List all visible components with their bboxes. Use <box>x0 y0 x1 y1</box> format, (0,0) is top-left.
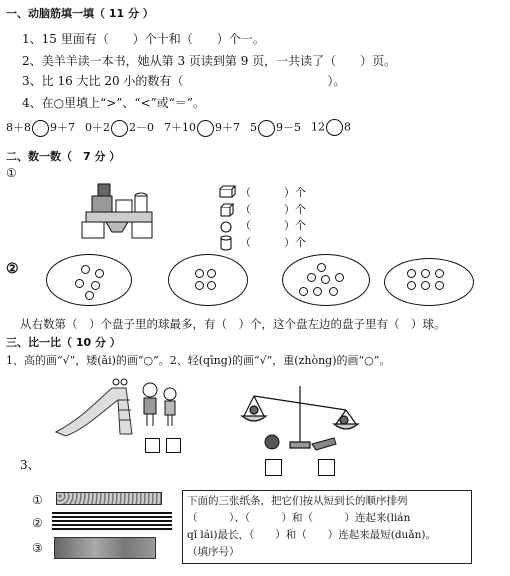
answer-circle[interactable] <box>32 120 49 137</box>
strip-label: ① <box>32 493 43 507</box>
paper-strip-2 <box>52 512 172 532</box>
answer-box[interactable] <box>265 459 282 476</box>
paper-strip-1 <box>56 492 162 505</box>
box-line: 下面的三张纸条，把它们按从短到长的顺序排列 <box>187 495 408 507</box>
plate <box>282 254 370 306</box>
ball <box>421 281 430 290</box>
ball <box>299 287 308 296</box>
answer-circle[interactable] <box>197 120 214 137</box>
slide-illustration <box>52 378 134 438</box>
ball <box>435 269 444 278</box>
ball <box>435 281 444 290</box>
ball <box>195 269 204 278</box>
cube-icon <box>221 204 233 216</box>
box-line: qǐ lái)最长，（ ）和（ ）连起来最短(duǎn)。 <box>187 529 436 541</box>
ordering-instruction-box <box>182 490 472 564</box>
comparison-item: 5 9－5 <box>250 119 301 137</box>
ball <box>407 269 416 278</box>
count-row: （ ）个 <box>240 202 306 216</box>
block-tower-illustration <box>78 178 166 242</box>
answer-box[interactable] <box>145 438 160 453</box>
ball <box>207 269 216 278</box>
plate-question: 从右数第（ ）个盘子里的球最多，有（ ）个，这个盘左边的盘子里有（ ）球。 <box>20 317 446 331</box>
sphere-icon <box>221 222 231 232</box>
ball <box>91 281 100 290</box>
ball <box>307 273 316 282</box>
strip-label: ③ <box>32 541 43 555</box>
marker-1: ① <box>6 166 17 180</box>
answer-box[interactable] <box>166 438 181 453</box>
comparison-item: 7＋10 9＋7 <box>164 119 240 137</box>
children-illustration <box>138 380 182 432</box>
plate <box>46 254 132 306</box>
strip-label: ② <box>32 516 43 530</box>
ball <box>329 287 338 296</box>
paper-strip-3 <box>54 537 156 559</box>
section2-heading: 二、数一数（ 7 分 ） <box>6 150 121 163</box>
answer-circle[interactable] <box>111 120 128 137</box>
plate <box>384 258 474 306</box>
ball <box>85 291 94 300</box>
count-row: （ ）个 <box>240 235 306 249</box>
answer-circle[interactable] <box>326 119 343 136</box>
shape-icons <box>218 185 238 251</box>
ball <box>313 287 322 296</box>
ball <box>421 269 430 278</box>
cylinder-icon <box>221 236 231 250</box>
plate <box>168 254 248 306</box>
box-line: （ ）、（ ）和（ ）连起来(lián <box>187 512 411 524</box>
ball <box>95 269 104 278</box>
ball <box>317 263 326 272</box>
question-1: 1、15 里面有（ ）个十和（ ）个一。 <box>22 32 265 46</box>
comparison-row <box>6 119 506 137</box>
question-compare: 1、高的画“√”，矮(ǎi)的画“○”。2、轻(qīng)的画“√”，重(zhòng)的画“○”。 <box>6 354 391 367</box>
cuboid-icon <box>220 186 235 197</box>
count-row: （ ）个 <box>240 186 306 199</box>
count-row: （ ）个 <box>240 219 306 232</box>
question-4: 4、在○里填上“>”、“<”或“＝”。 <box>22 96 206 110</box>
comparison-item: 0＋2 2－0 <box>85 119 154 137</box>
ball <box>207 281 216 290</box>
section3-heading: 三、比一比（ 10 分 ） <box>6 336 121 349</box>
answer-box[interactable] <box>318 459 335 476</box>
ball <box>335 273 344 282</box>
section1-heading: 一、动脑筋填一填（ 11 分 ） <box>6 7 154 20</box>
answer-circle[interactable] <box>258 120 275 137</box>
ball <box>195 281 204 290</box>
ball <box>81 265 90 274</box>
marker-2: ② <box>6 261 19 277</box>
question-2: 2、美羊羊读一本书，她从第 3 页读到第 9 页，一共读了（ ）页。 <box>22 54 397 68</box>
question-3-label: 3、 <box>20 458 40 472</box>
question-3: 3、比 16 大比 20 小的数有（ ）。 <box>22 74 346 88</box>
box-line: （填序号） <box>187 546 240 558</box>
comparison-item: 8＋8 9＋7 <box>6 119 75 137</box>
ball <box>321 275 330 284</box>
ball <box>75 279 84 288</box>
ball <box>407 281 416 290</box>
comparison-item: 12 8 <box>311 119 351 137</box>
count-rows <box>240 185 306 251</box>
fruit-illustration <box>262 430 342 452</box>
